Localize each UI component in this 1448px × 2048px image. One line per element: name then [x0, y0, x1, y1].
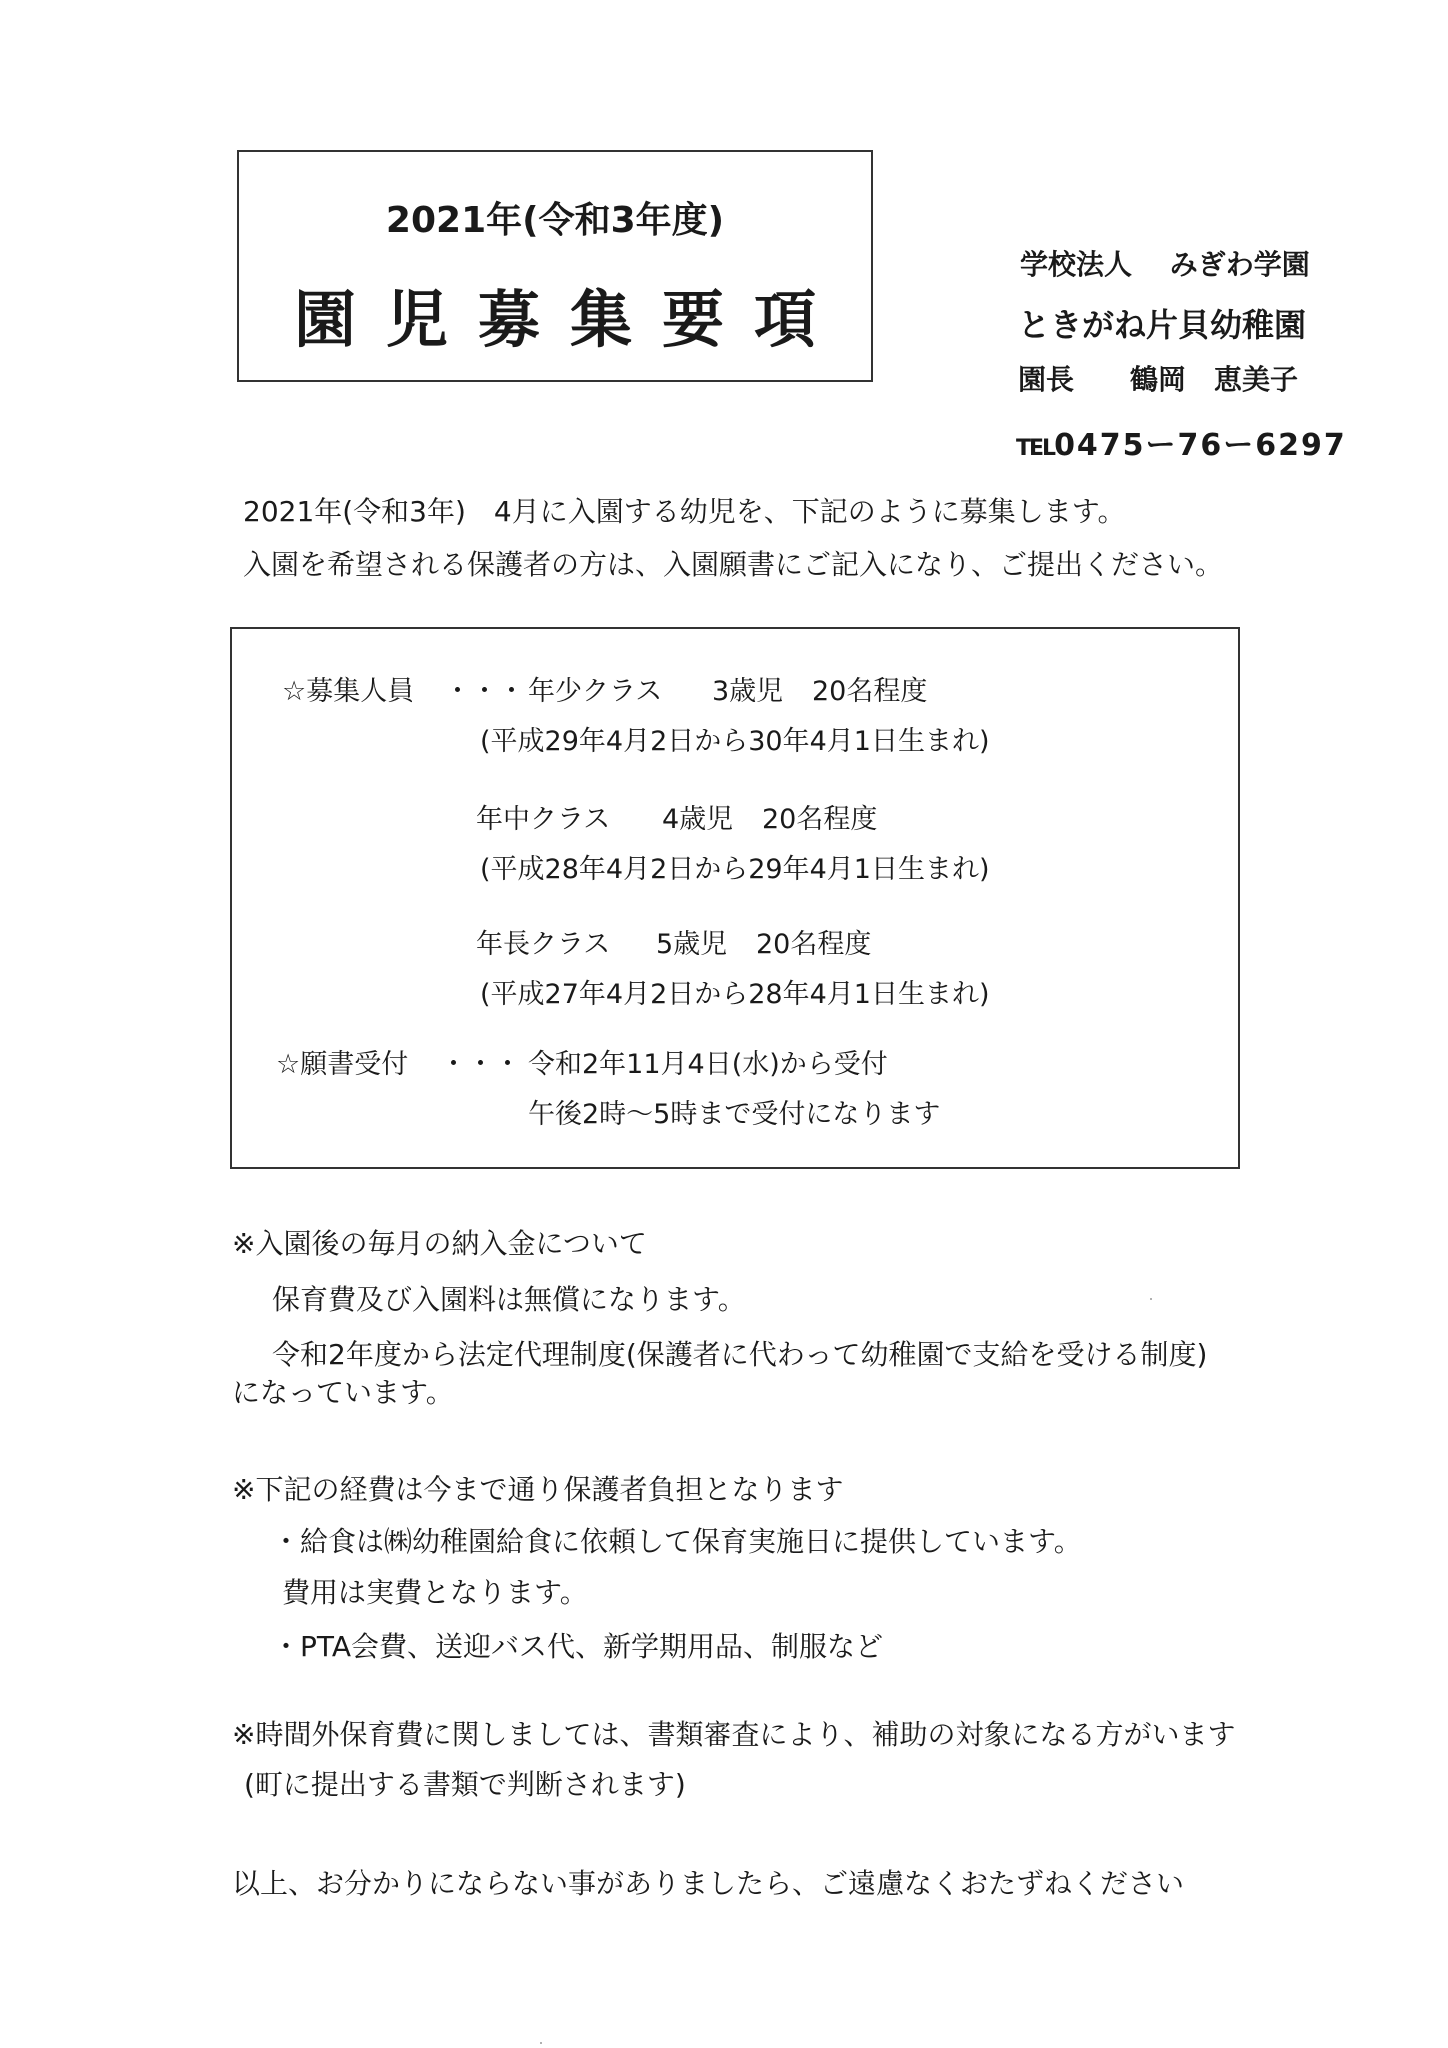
class-quota: 20名程度 — [762, 804, 878, 835]
corporation-name: 学校法人 みぎわ学園 — [1020, 248, 1310, 281]
principal-label: 園長 — [1018, 363, 1075, 396]
class-name: 年長クラス — [476, 929, 611, 960]
overtime-sub: (町に提出する書類で判断されます) — [244, 1768, 686, 1801]
class-name: 年少クラス — [528, 676, 663, 707]
title-box — [237, 150, 873, 382]
expenses-item-1-cont: 費用は実費となります。 — [282, 1576, 588, 1609]
fees-line-2: 令和2年度から法定代理制度(保護者に代わって幼稚園で支給を受ける制度) — [272, 1338, 1208, 1371]
scan-speck — [1150, 1298, 1152, 1300]
recruitment-label: ☆募集人員 — [282, 676, 415, 707]
fees-line-3: になっています。 — [232, 1376, 454, 1409]
class-quota: 20名程度 — [812, 676, 928, 707]
scan-speck — [540, 2042, 542, 2044]
class-birth-range: (平成29年4月2日から30年4月1日生まれ) — [480, 726, 990, 757]
expenses-heading: ※下記の経費は今まで通り保護者負担となります — [232, 1473, 844, 1506]
application-date: 令和2年11月4日(水)から受付 — [528, 1049, 888, 1080]
class-age: 3歳児 — [712, 676, 784, 707]
fees-heading: ※入園後の毎月の納入金について — [232, 1227, 647, 1260]
overtime-heading: ※時間外保育費に関しましては、書類審査により、補助の対象になる方がいます — [232, 1718, 1236, 1751]
class-birth-range: (平成27年4月2日から28年4月1日生まれ) — [480, 979, 990, 1010]
application-label: ☆願書受付 — [276, 1049, 409, 1080]
principal-name: 鶴岡 恵美子 — [1130, 363, 1299, 396]
expenses-item-2: ・PTA会費、送迎バス代、新学期用品、制服など — [272, 1630, 883, 1663]
intro-line-2: 入園を希望される保護者の方は、入園願書にご記入になり、ご提出ください。 — [243, 548, 1224, 581]
tel-mark: TEL — [1016, 436, 1055, 461]
phone-line — [1016, 420, 1347, 464]
class-age: 4歳児 — [662, 804, 734, 835]
class-quota: 20名程度 — [756, 929, 872, 960]
application-dots: ・・・ — [440, 1049, 521, 1080]
class-age: 5歳児 — [656, 929, 728, 960]
recruitment-dots: ・・・ — [444, 676, 525, 707]
title-year: 2021年(令和3年度) — [385, 200, 725, 241]
class-birth-range: (平成28年4月2日から29年4月1日生まれ) — [480, 854, 990, 885]
kindergarten-name: ときがね片貝幼稚園 — [1018, 306, 1307, 344]
expenses-item-1: ・給食は㈱幼稚園給食に依頼して保育実施日に提供しています。 — [272, 1525, 1082, 1558]
recruitment-box — [230, 627, 1240, 1169]
page-title: 園児募集要項 — [293, 283, 846, 356]
phone-number: 0475ー76ー6297 — [1054, 428, 1347, 463]
class-name: 年中クラス — [476, 804, 611, 835]
application-hours: 午後2時～5時まで受付になります — [528, 1099, 941, 1130]
fees-line-1: 保育費及び入園料は無償になります。 — [272, 1283, 746, 1316]
intro-line-1: 2021年(令和3年) 4月に入園する幼児を、下記のように募集します。 — [243, 495, 1126, 528]
closing-line: 以上、お分かりにならない事がありましたら、ご遠慮なくおたずねください — [232, 1867, 1185, 1900]
